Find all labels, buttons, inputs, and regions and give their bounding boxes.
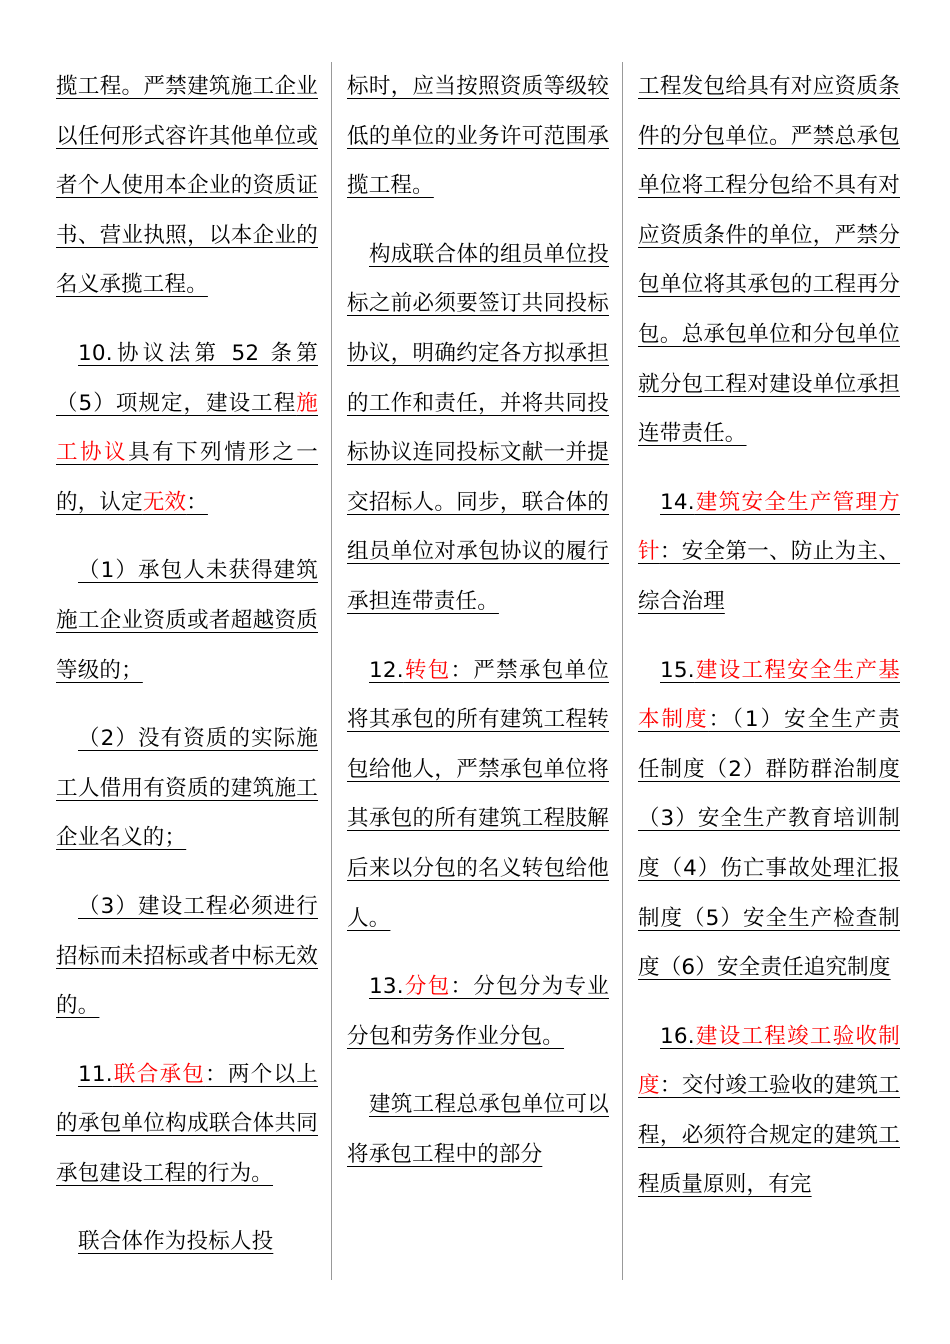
highlight-term: 转包 xyxy=(403,657,451,683)
paragraph: （1）承包人未获得建筑施工企业资质或者超越资质等级的； xyxy=(56,558,318,683)
paragraph-item-15: 15.建设工程安全生产基本制度：（1）安全生产责任制度（2）群防群治制度（3）安全生产教育培训制度（4）伤亡事故处理汇报制度（5）安全生产检查制度（6）安全责任追究制度 xyxy=(638,657,900,981)
paragraph: 建筑工程总承包单位可以将承包工程中的部分 xyxy=(347,1092,609,1167)
paragraph-item-16: 16.建设工程竣工验收制度：交付竣工验收的建筑工程，必须符合规定的建筑工程质量原则，有完 xyxy=(638,1023,901,1198)
paragraph: （3）建设工程必须进行招标而未招标或者中标无效的。 xyxy=(56,893,318,1019)
paragraph-item-14: 14.建筑安全生产管理方针：安全第一、防止为主、综合治理 xyxy=(638,489,901,614)
highlight-term: 分包 xyxy=(403,974,451,1000)
paragraph: （2）没有资质的实际施工人借用有资质的建筑施工企业名义的； xyxy=(56,726,318,851)
paragraph-item-11: 11.联合承包：两个以上的承包单位构成联合体共同承包建设工程的行为。 xyxy=(56,1061,318,1186)
highlight-term: 施工协议 xyxy=(56,390,318,466)
highlight-term: 建筑安全生产管理方针 xyxy=(638,489,900,565)
paragraph-item-12: 12.转包：严禁承包单位将其承包的所有建筑工程转包给他人，严禁承包单位将其承包的所有建筑工程肢解后来以分包的名义转包给他人。 xyxy=(347,657,609,931)
highlight-term: 建设工程竣工验收制度 xyxy=(638,1023,900,1099)
paragraph: 构成联合体的组员单位投标之前必须要签订共同投标协议，明确约定各方拟承担的工作和责任，并将共同投标协议连同投标文献一并提交招标人。同步，联合体的组员单位对承包协议的履行承担连带责任。 xyxy=(347,241,609,614)
column-3 xyxy=(638,62,900,1229)
paragraph: 工程发包给具有对应资质条件的分包单位。严禁总承包单位将工程分包给不具有对应资质条件的单位，严禁分包单位将其承包的工程再分包。总承包单位和分包单位就分包工程对建设单位承担连带责任。 xyxy=(638,74,900,447)
paragraph: 标时，应当按照资质等级较低的单位的业务许可范围承揽工程。 xyxy=(347,74,609,199)
column-1 xyxy=(56,62,318,1286)
highlight-term: 联合承包 xyxy=(112,1061,206,1087)
column-divider xyxy=(622,62,623,1280)
paragraph-item-10: 10.协议法第 52 条第（5）项规定，建设工程施工协议具有下列情形之一的，认定无效： xyxy=(56,340,318,515)
paragraph-item-13: 13.分包：分包分为专业分包和劳务作业分包。 xyxy=(347,974,609,1049)
paragraph: 揽工程。严禁建筑施工企业以任何形式容许其他单位或者个人使用本企业的资质证书、营业执照，以本企业的名义承揽工程。 xyxy=(56,74,318,298)
column-2 xyxy=(347,62,609,1198)
paragraph: 联合体作为投标人投 xyxy=(78,1229,274,1255)
column-divider xyxy=(331,62,332,1280)
highlight-term: 建设工程安全生产基本制度 xyxy=(638,657,900,733)
highlight-term: 无效 xyxy=(142,489,187,515)
